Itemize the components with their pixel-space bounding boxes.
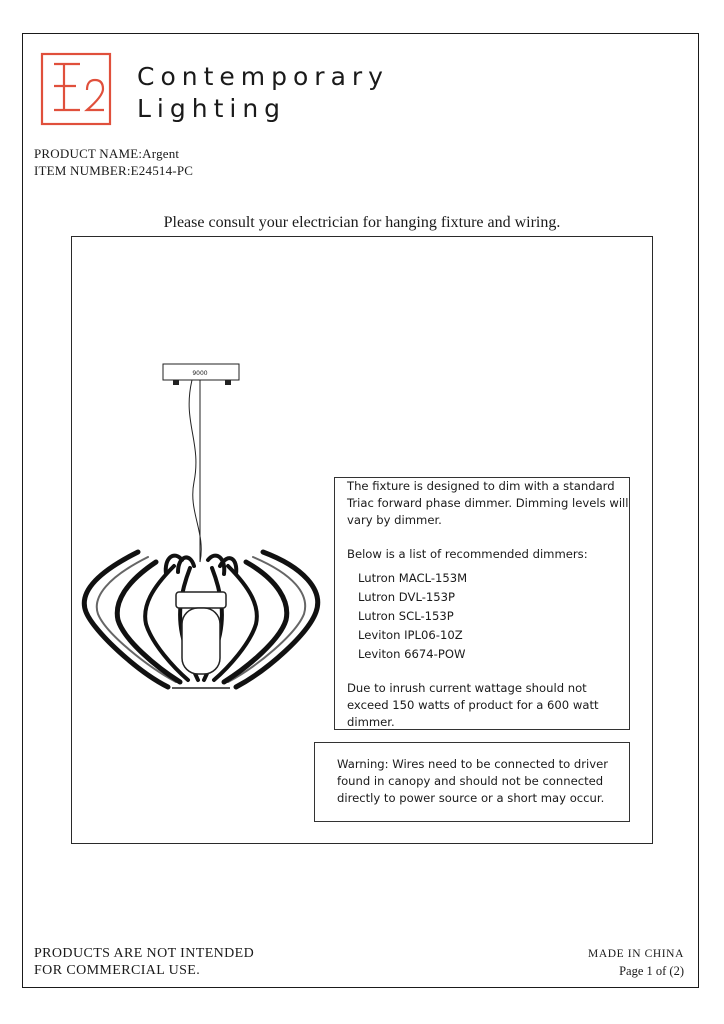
list-item: Leviton 6674-POW <box>358 647 466 661</box>
dimmer-intro-text: The fixture is designed to dim with a standard Triac forward phase dimmer. Dimming levels will vary by dimmer. <box>347 479 629 527</box>
brand-line-1: Contemporary <box>137 62 389 91</box>
dimmer-list <box>358 569 629 664</box>
list-item: Lutron MACL-153M <box>358 571 468 585</box>
dimmer-info-box <box>334 477 630 730</box>
page-number: Page 1 of (2) <box>619 964 684 978</box>
list-item: Leviton IPL06-10Z <box>358 628 463 642</box>
warning-box <box>314 742 630 822</box>
item-number: ITEM NUMBER:E24514-PC <box>34 163 194 178</box>
et2-logo-icon <box>40 52 112 126</box>
pendant-fixture-drawing <box>78 362 328 702</box>
disclaimer-line-1: PRODUCTS ARE NOT INTENDED <box>34 946 255 961</box>
canopy-label: 9000 <box>192 370 208 377</box>
inrush-note: Due to inrush current wattage should not exceed 150 watts of product for a 600 watt dimmer. <box>347 681 599 729</box>
brand-line-2: Lighting <box>137 94 287 123</box>
list-item: Lutron SCL-153P <box>358 609 454 623</box>
product-name: PRODUCT NAME:Argent <box>34 146 180 161</box>
disclaimer-line-2: FOR COMMERCIAL USE. <box>34 963 201 978</box>
warning-text: Warning: Wires need to be connected to driver found in canopy and should not be connected directly to power source or a short may occur. <box>337 757 609 805</box>
commercial-use-disclaimer <box>34 945 254 979</box>
list-item: Lutron DVL-153P <box>358 590 456 604</box>
instruction-heading: Please consult your electrician for hanging fixture and wiring. <box>163 214 561 231</box>
dimmer-list-heading: Below is a list of recommended dimmers: <box>347 547 588 561</box>
country-of-origin: MADE IN CHINA <box>588 948 684 960</box>
